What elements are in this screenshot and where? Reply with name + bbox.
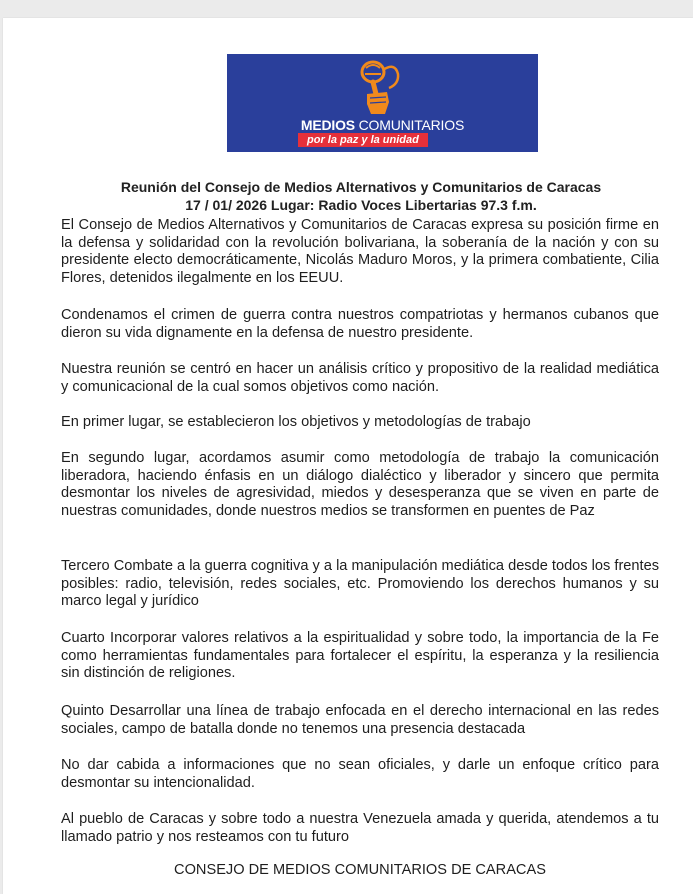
logo-tagline: por la paz y la unidad <box>298 133 428 147</box>
paragraph-8: Quinto Desarrollar una línea de trabajo enfocada en el derecho internacional en las redes sociales, campo de batalla donde no tenemos una presencia destacada <box>61 703 659 737</box>
logo-title: MEDIOS COMUNITARIOS <box>300 117 465 133</box>
paragraph-4: En primer lugar, se establecieron los objetivos y metodologías de trabajo <box>61 414 531 430</box>
document-heading <box>61 178 661 214</box>
medios-comunitarios-logo <box>227 54 538 152</box>
signature: CONSEJO DE MEDIOS COMUNITARIOS DE CARACAS <box>174 862 546 878</box>
heading-date-location: 17 / 01/ 2026 Lugar: Radio Voces Libertarias 97.3 f.m. <box>185 197 537 213</box>
paragraph-2: Condenamos el crimen de guerra contra nuestros compatriotas y hermanos cubanos que dieron su vida dignamente en la defensa de nuestro presidente. <box>61 307 659 341</box>
paragraph-7: Cuarto Incorporar valores relativos a la espiritualidad y sobre todo, la importancia de la Fe como herramientas fundamentales para fortalecer el espíritu, la esperanza y la resiliencia sin distinción de religiones. <box>61 630 659 682</box>
microphone-fist-icon <box>343 58 423 118</box>
document-page <box>3 18 693 894</box>
paragraph-1: El Consejo de Medios Alternativos y Comunitarios de Caracas expresa su posición firme en la defensa y solidaridad con la revolución bolivariana, la soberanía de la nación y con su presidente electo democráticamente, Nicolás Maduro Moros, y la primera combatiente, Cilia Flores, detenidos ilegalmente en los EEUU. <box>61 217 659 286</box>
paragraph-9: No dar cabida a informaciones que no sean oficiales, y darle un enfoque crítico para desmontar su intencionalidad. <box>61 757 659 791</box>
paragraph-5: En segundo lugar, acordamos asumir como metodología de trabajo la comunicación liberadora, haciendo énfasis en un diálogo dialéctico y liberador y sincero que permita desmontar los niveles de agresividad, miedos y desesperanza que se viven en parte de nuestras comunidades, donde nuestros medios se transformen en puentes de Paz <box>61 450 659 519</box>
paragraph-3: Nuestra reunión se centró en hacer un análisis crítico y propositivo de la realidad mediática y comunicacional de la cual somos objetivos como nación. <box>61 361 659 395</box>
paragraph-10: Al pueblo de Caracas y sobre todo a nuestra Venezuela amada y querida, atendemos a tu llamado patrio y nos resteamos con tu futuro <box>61 811 659 845</box>
heading-title: Reunión del Consejo de Medios Alternativos y Comunitarios de Caracas <box>120 179 602 195</box>
paragraph-6: Tercero Combate a la guerra cognitiva y a la manipulación mediática desde todos los frentes posibles: radio, televisión, redes sociales, etc. Promoviendo los derechos humanos y su marco legal y jurídico <box>61 558 659 610</box>
